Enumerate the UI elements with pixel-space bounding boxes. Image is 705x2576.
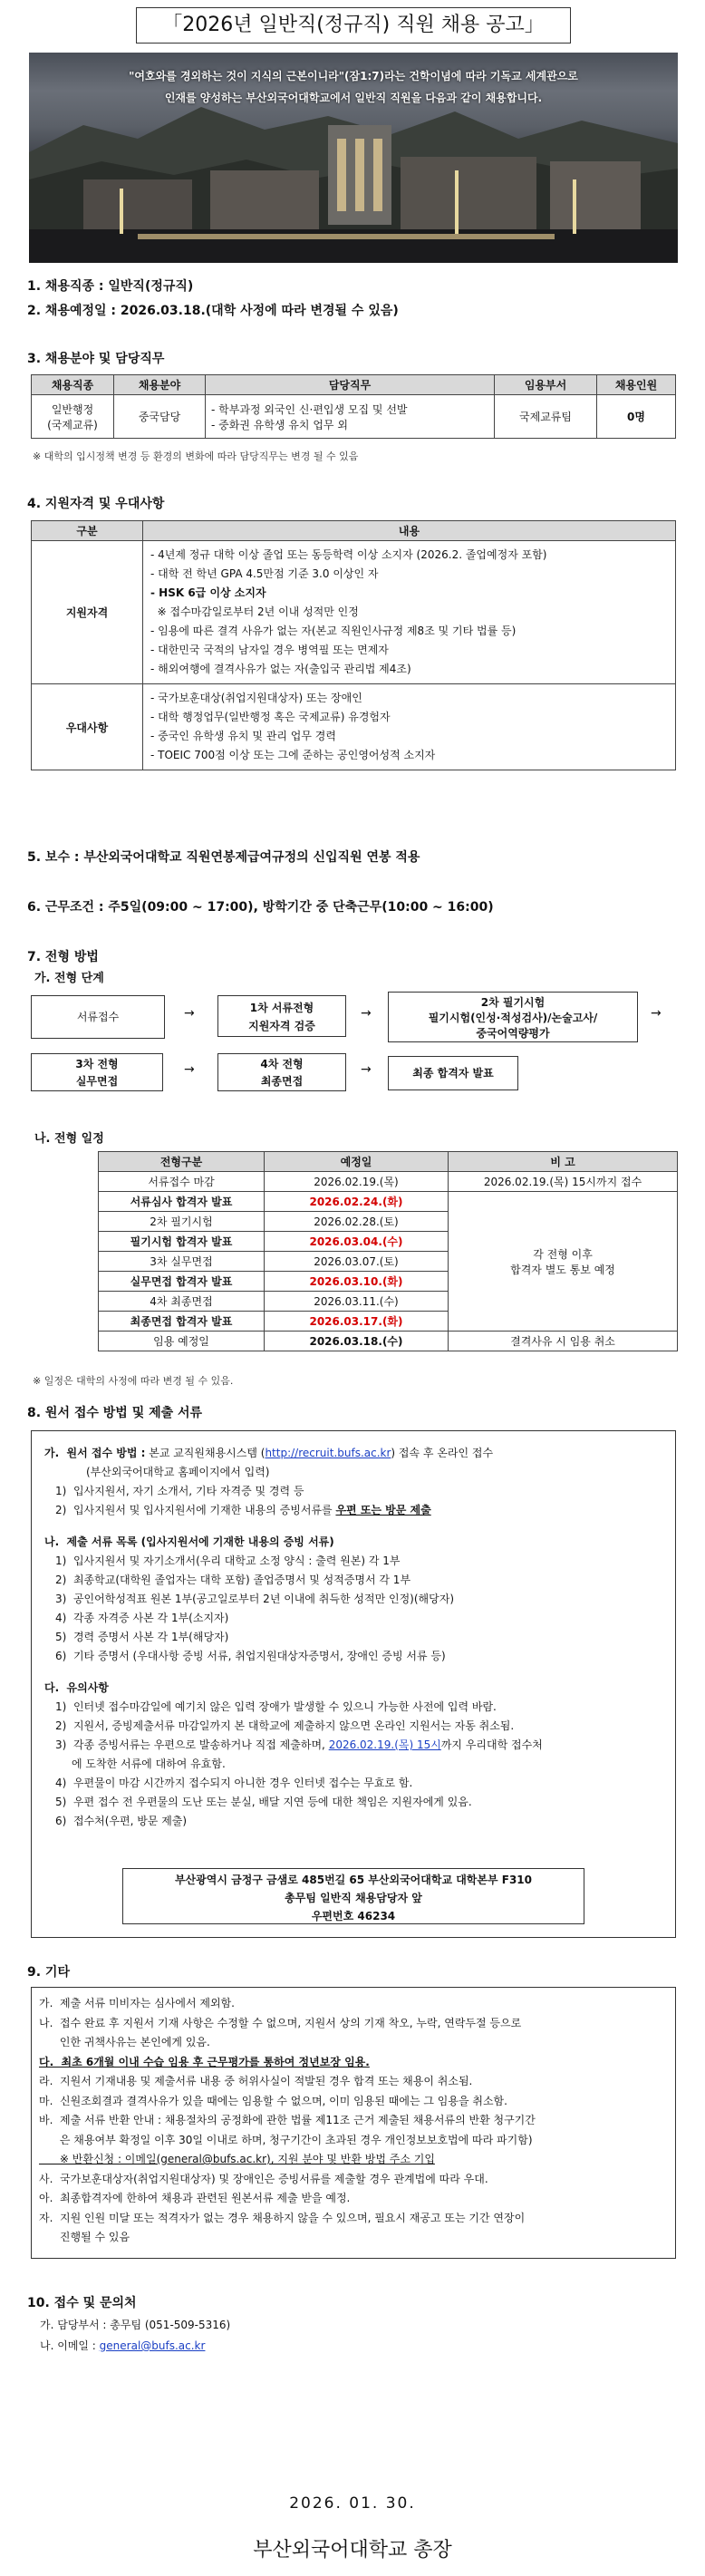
method-item-text: 2) 입사지원서 및 입사지원서에 기재한 내용의 증빙서류를 [55, 1504, 336, 1516]
etc-item: 인한 귀책사유는 본인에게 있음. [39, 2036, 210, 2048]
qualification-table [31, 520, 676, 770]
arrow-icon: → [361, 1006, 372, 1021]
section-10-heading: 10. 접수 및 문의처 [27, 2296, 137, 2310]
schedule-stage: 최종면접 합격자 발표 [99, 1312, 265, 1332]
section-3-heading: 3. 채용분야 및 담당직무 [27, 352, 165, 366]
method-item: 1) 입사지원서, 자기 소개서, 기타 자격증 및 경력 등 [55, 1485, 304, 1497]
notice-date: 2026. 01. 30. [289, 2494, 416, 2513]
step-5-desc: 최종면접 [260, 1075, 304, 1088]
qual-item: - 임용에 따른 결격 사유가 없는 자(본교 직원인사규정 제8조 및 기타 법률 등) [150, 625, 517, 637]
step-3-desc: 중국어역량평가 [476, 1027, 550, 1040]
method-text: 본교 교직원채용시스템 ( [145, 1447, 266, 1459]
method-item [44, 1501, 670, 1520]
section-3-note: ※ 대학의 입시정책 변경 등 환경의 변화에 따라 담당직무는 변경 될 수 있음 [33, 450, 359, 462]
schedule-remark: 2026.02.19.(목) 15시까지 접수 [449, 1172, 678, 1192]
qual-label: 지원자격 [32, 541, 143, 684]
step-2 [217, 995, 346, 1037]
col-header: 채용직종 [32, 375, 114, 395]
schedule-stage: 실무면접 합격자 발표 [99, 1272, 265, 1292]
etc-box [31, 1987, 676, 2259]
section-4-heading: 4. 지원자격 및 우대사항 [27, 497, 165, 511]
contact-email-label: 나. 이메일 : [40, 2339, 100, 2352]
job-count: 0명 [597, 395, 676, 439]
schedule-date: 2026.03.10.(화) [265, 1272, 449, 1292]
step-4-title: 3차 전형 [75, 1058, 119, 1070]
banner-line-1: "여호와를 경외하는 것이 지식의 근본이니라"(잠1:7)라는 건학이념에 따라 기독교 세계관으로 [129, 70, 578, 82]
schedule-stage: 3차 실무면접 [99, 1252, 265, 1272]
etc-item: 가. 제출 서류 미비자는 심사에서 제외함. [39, 1997, 235, 2009]
col-header: 예정일 [265, 1152, 449, 1172]
page-title: 「2026년 일반직(정규직) 직원 채용 공고」 [136, 7, 571, 44]
col-header: 구분 [32, 521, 143, 541]
etc-item: 사. 국가보훈대상자(취업지원대상자) 및 장애인은 증빙서류를 제출할 경우 관계법에 따라 우대. [39, 2172, 488, 2185]
address-line: 부산광역시 금정구 금샘로 485번길 65 부산외국어대학교 대학본부 F310 [174, 1874, 533, 1886]
job-dept: 국제교류팀 [495, 395, 597, 439]
col-header: 채용분야 [114, 375, 206, 395]
col-header: 임용부서 [495, 375, 597, 395]
schedule-table [98, 1151, 678, 1351]
step-4 [31, 1053, 163, 1091]
banner-line-2: 인재를 양성하는 부산외국어대학교에서 일반직 직원을 다음과 같이 채용합니다. [164, 92, 543, 104]
caution-item: 에 도착한 서류에 대하여 유효함. [72, 1758, 226, 1770]
address-box [122, 1868, 584, 1924]
schedule-remark-line: 합격자 별도 통보 예정 [510, 1263, 615, 1276]
banner-text [29, 65, 678, 109]
schedule-remark: 결격사유 시 임용 취소 [449, 1332, 678, 1351]
schedule-date: 2026.02.28.(토) [265, 1212, 449, 1232]
etc-item: 라. 지원서 기재내용 및 제출서류 내용 중 허위사실이 적발된 경우 합격 또는 채용이 취소됨. [39, 2075, 473, 2087]
etc-item: 아. 최종합격자에 한하여 채용과 관련된 원본서류 제출 받을 예정. [39, 2192, 351, 2204]
pref-item: - 중국인 유학생 유치 및 관리 업무 경력 [150, 730, 336, 742]
step-5-title: 4차 전형 [260, 1058, 304, 1070]
section-8-heading: 8. 원서 접수 방법 및 제출 서류 [27, 1406, 203, 1420]
qual-list [143, 541, 676, 684]
schedule-date: 2026.03.07.(토) [265, 1252, 449, 1272]
schedule-stage: 서류심사 합격자 발표 [99, 1192, 265, 1212]
campus-banner [29, 53, 678, 263]
application-box [31, 1430, 676, 1938]
etc-item: ※ 반환신청 : 이메일(general@bufs.ac.kr), 지원 분야 및 반환 방법 주소 기입 [39, 2153, 435, 2165]
arrow-icon: → [184, 1062, 195, 1077]
col-header: 채용인원 [597, 375, 676, 395]
col-header: 내용 [143, 521, 676, 541]
schedule-body [99, 1172, 678, 1351]
application-content [44, 1444, 670, 1831]
caution-item [44, 1736, 670, 1755]
method-item-emphasis: 우편 또는 방문 제출 [335, 1504, 431, 1516]
arrow-icon: → [361, 1062, 372, 1077]
step-2-title: 1차 서류전형 [249, 1002, 314, 1014]
schedule-row [99, 1192, 678, 1212]
job-field: 중국담당 [114, 395, 206, 439]
pref-item: - 대학 행정업무(일반행정 혹은 국제교류) 유경험자 [150, 711, 391, 723]
etc-item: 다. 최초 6개월 이내 수습 임용 후 근무평가를 통하여 정년보장 임용. [39, 2055, 370, 2068]
qual-item: - HSK 6급 이상 소지자 [150, 586, 266, 599]
contact-email-link[interactable]: general@bufs.ac.kr [99, 2339, 206, 2352]
arrow-icon: → [651, 1006, 662, 1021]
documents-title: 나. 제출 서류 목록 (입사지원서에 기재한 내용의 증빙 서류) [44, 1535, 334, 1548]
qual-item: - 대한민국 국적의 남자일 경우 병역필 또는 면제자 [150, 644, 389, 656]
duty-line: - 학부과정 외국인 신·편입생 모집 및 선발 [211, 402, 408, 416]
caution-title: 다. 유의사항 [44, 1681, 109, 1694]
step-2-desc: 지원자격 검증 [248, 1020, 315, 1032]
qual-item: - 대학 전 학년 GPA 4.5만점 기준 3.0 이상인 자 [150, 567, 379, 580]
etc-item: 나. 접수 완료 후 지원서 기재 사항은 수정할 수 없으며, 지원서 상의 기재 착오, 누락, 연락두절 등으로 [39, 2016, 522, 2029]
qual-item: - 해외여행에 결격사유가 없는 자(출입국 관리법 제4조) [150, 663, 411, 675]
step-3 [388, 992, 638, 1042]
etc-item: 바. 제출 서류 반환 안내 : 채용절차의 공정화에 관한 법률 제11조 근거 제출된 채용서류의 반환 청구기간 [39, 2114, 536, 2126]
document-item: 5) 경력 증명서 사본 각 1부(해당자) [55, 1631, 229, 1643]
schedule-stage: 2차 필기시험 [99, 1212, 265, 1232]
contact-email-line [40, 2338, 205, 2353]
section-7-note: ※ 일정은 대학의 사정에 따라 변경 될 수 있음. [33, 1375, 234, 1387]
section-7a: 가. 전형 단계 [34, 972, 104, 985]
pref-list [143, 684, 676, 770]
caution-item: 6) 접수처(우편, 방문 제출) [55, 1815, 188, 1827]
method-sub: (부산외국어대학교 홈페이지에서 입력) [86, 1466, 270, 1478]
col-header: 담당직무 [206, 375, 495, 395]
col-header: 전형구분 [99, 1152, 265, 1172]
caution-text: 3) 각종 증빙서류는 우편으로 발송하거나 직접 제출하며, [55, 1738, 329, 1751]
schedule-remark [449, 1192, 678, 1332]
schedule-stage: 서류접수 마감 [99, 1172, 265, 1192]
method-line [44, 1444, 670, 1463]
document-item: 1) 입사지원서 및 자기소개서(우리 대학교 소정 양식 : 출력 원본) 각 1부 [55, 1554, 401, 1567]
step-3-desc: 필기시험(인성·적성검사)/논술고사/ [428, 1012, 598, 1024]
document-item: 6) 기타 증명서 (우대사항 증빙 서류, 취업지원대상자증명서, 장애인 증빙 서류 등) [55, 1650, 446, 1662]
document-item: 2) 최종학교(대학원 졸업자는 대학 포함) 졸업증명서 및 성적증명서 각 1부 [55, 1574, 411, 1586]
col-header: 비 고 [449, 1152, 678, 1172]
schedule-stage: 필기시험 합격자 발표 [99, 1232, 265, 1252]
method-text-2: ) 접속 후 온라인 접수 [391, 1447, 494, 1459]
section-2: 2. 채용예정일 : 2026.03.18.(대학 사정에 따라 변경될 수 있음) [27, 304, 399, 318]
schedule-date: 2026.02.19.(목) [265, 1172, 449, 1192]
pref-item: - TOEIC 700점 이상 또는 그에 준하는 공인영어성적 소지자 [150, 749, 436, 761]
etc-item: 자. 지원 인원 미달 또는 적격자가 없는 경우 채용하지 않을 수 있으며, 필요시 재공고 또는 기간 연장이 [39, 2211, 526, 2224]
recruit-link[interactable]: http://recruit.bufs.ac.kr [265, 1447, 391, 1459]
schedule-date: 2026.03.18.(수) [265, 1332, 449, 1351]
caution-item: 2) 지원서, 증빙제출서류 마감일까지 본 대학교에 제출하지 않으면 온라인 지원서는 자동 취소됨. [55, 1719, 515, 1732]
caution-text: 까지 우리대학 접수처 [440, 1738, 543, 1751]
section-6: 6. 근무조건 : 주5일(09:00 ~ 17:00), 방학기간 중 단축근무(10:00 ~ 16:00) [27, 900, 494, 915]
address-line: 총무팀 일반직 채용담당자 앞 [285, 1892, 422, 1904]
pref-label: 우대사항 [32, 684, 143, 770]
address-line: 우편번호 46234 [311, 1910, 396, 1922]
step-4-desc: 실무면접 [75, 1075, 119, 1088]
schedule-row [99, 1172, 678, 1192]
etc-content [39, 1994, 670, 2248]
schedule-date: 2026.03.04.(수) [265, 1232, 449, 1252]
etc-item: 은 채용여부 확정일 이후 30일 이내로 하며, 청구기간이 초과된 경우 개인정보보호법에 따라 파기함) [39, 2133, 533, 2146]
section-5: 5. 보수 : 부산외국어대학교 직원연봉제급여규정의 신입직원 연봉 적용 [27, 850, 420, 865]
contact-dept: 가. 담당부서 : 총무팀 (051-509-5316) [40, 2319, 231, 2331]
arrow-icon: → [184, 1006, 195, 1021]
job-type: 일반행정 (국제교류) [32, 395, 114, 439]
pref-item: - 국가보훈대상(취업지원대상자) 또는 장애인 [150, 692, 362, 704]
schedule-date: 2026.02.24.(화) [265, 1192, 449, 1212]
schedule-remark-line: 각 전형 이후 [533, 1247, 593, 1261]
step-1: 서류접수 [31, 995, 165, 1039]
schedule-row [99, 1332, 678, 1351]
qual-item: ※ 접수마감일로부터 2년 이내 성적만 인정 [150, 605, 359, 618]
step-5 [217, 1053, 346, 1091]
caution-item: 5) 우편 접수 전 우편물의 도난 또는 분실, 배달 지연 등에 대한 책임은 지원자에게 있음. [55, 1796, 472, 1808]
qual-item: - 4년제 정규 대학 이상 졸업 또는 동등학력 이상 소지자 (2026.2. 졸업예정자 포함) [150, 548, 547, 561]
deadline-text: 2026.02.19.(목) 15시 [328, 1738, 441, 1751]
schedule-stage: 임용 예정일 [99, 1332, 265, 1351]
schedule-stage: 4차 최종면접 [99, 1292, 265, 1312]
duty-line: - 중화권 유학생 유치 업무 외 [211, 418, 348, 431]
schedule-date: 2026.03.17.(화) [265, 1312, 449, 1332]
document-item: 4) 각종 자격증 사본 각 1부(소지자) [55, 1612, 229, 1624]
job-table [31, 374, 676, 439]
section-7-heading: 7. 전형 방법 [27, 950, 99, 964]
schedule-date: 2026.03.11.(수) [265, 1292, 449, 1312]
etc-item: 마. 신원조회결과 결격사유가 있을 때에는 임용할 수 없으며, 이미 임용된 때에는 그 임용을 취소함. [39, 2094, 507, 2107]
method-title: 가. 원서 접수 방법 : [44, 1447, 146, 1459]
etc-item: 진행될 수 있음 [39, 2231, 130, 2243]
section-1: 1. 채용직종 : 일반직(정규직) [27, 279, 194, 294]
signer-name: 부산외국어대학교 총장 [253, 2539, 452, 2561]
caution-item: 1) 인터넷 접수마감일에 예기치 않은 입력 장애가 발생할 수 있으니 가능한 사전에 입력 바람. [55, 1700, 497, 1713]
step-3-title: 2차 필기시험 [480, 996, 546, 1009]
job-duty [206, 395, 495, 439]
section-7b: 나. 전형 일정 [34, 1132, 104, 1146]
section-9-heading: 9. 기타 [27, 1965, 70, 1980]
caution-item: 4) 우편물이 마감 시간까지 접수되지 아니한 경우 인터넷 접수는 무효로 함. [55, 1777, 413, 1789]
document-item: 3) 공인어학성적표 원본 1부(공고일로부터 2년 이내에 취득한 성적만 인정)(해당자) [55, 1593, 454, 1605]
step-6: 최종 합격자 발표 [388, 1056, 518, 1090]
